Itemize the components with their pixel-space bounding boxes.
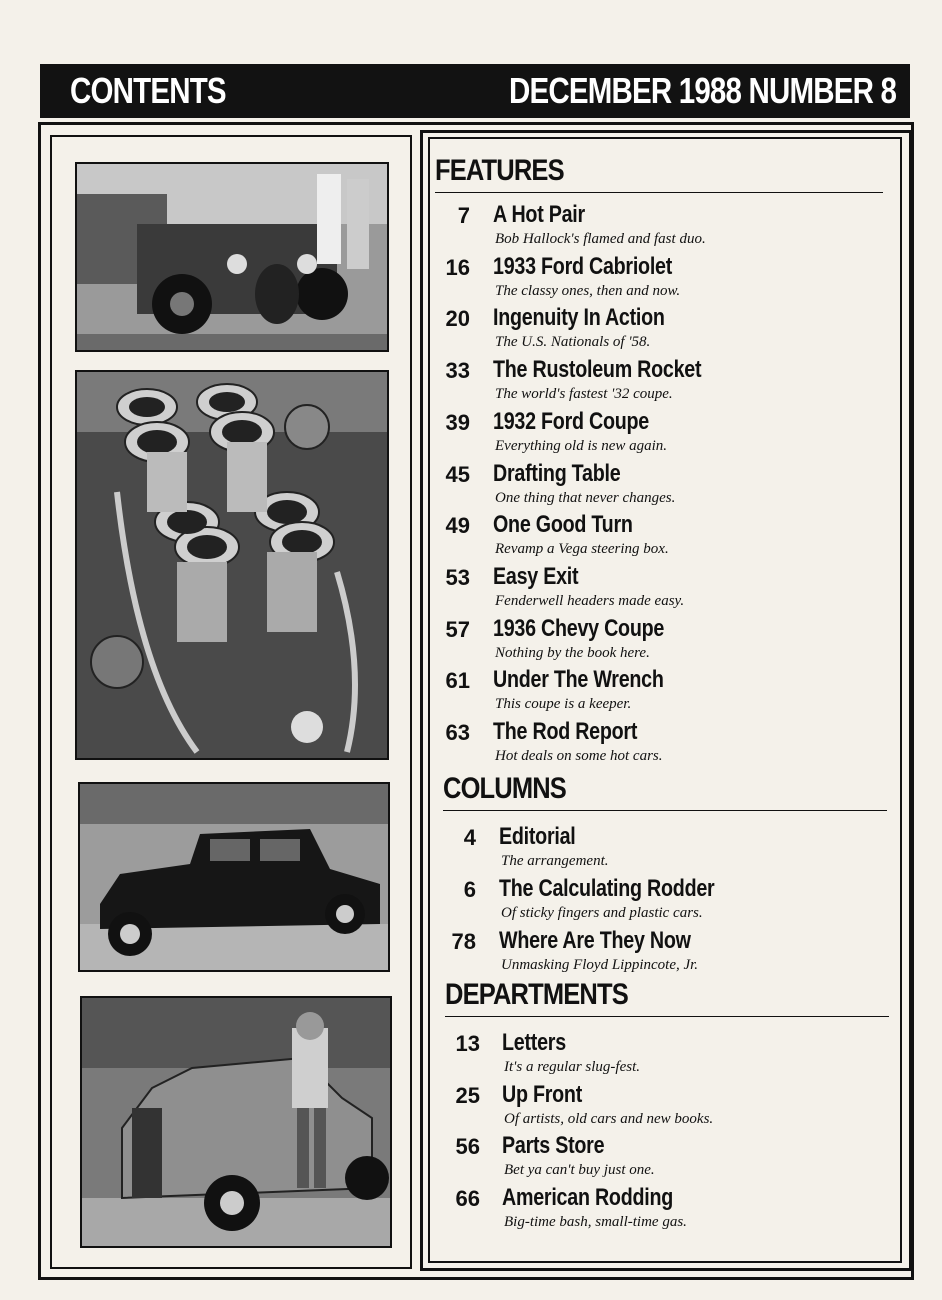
page-number: 66 — [455, 1185, 480, 1211]
entry-title: The Rustoleum Rocket — [493, 356, 702, 384]
page-number: 6 — [463, 877, 476, 902]
page-number: 49 — [445, 513, 470, 539]
page-number: 56 — [455, 1134, 480, 1159]
entry-title: Editorial — [499, 823, 576, 850]
entry-description: This coupe is a keeper. — [495, 696, 632, 713]
entry-title: Where Are They Now — [499, 927, 691, 954]
entry-title: Ingenuity In Action — [493, 304, 665, 332]
entry-description: The U.S. Nationals of '58. — [495, 334, 651, 351]
entry-description: Bet ya can't buy just one. — [504, 1162, 655, 1178]
entry-description: Unmasking Floyd Lippincote, Jr. — [501, 957, 699, 973]
entry-description: Hot deals on some hot cars. — [495, 748, 663, 764]
page-number: 78 — [451, 929, 476, 954]
entry-title: Parts Store — [502, 1132, 605, 1159]
entry-description: Nothing by the book here. — [495, 644, 650, 661]
entry-description: The classy ones, then and now. — [495, 282, 681, 299]
entry-description: Big-time bash, small-time gas. — [504, 1213, 687, 1230]
black-coupe-car-show-photo — [78, 782, 390, 972]
coupe-in-garage-photo — [80, 996, 392, 1248]
page-number: 33 — [445, 358, 470, 384]
page-number: 39 — [445, 409, 470, 435]
entry-title: The Calculating Rodder — [499, 875, 715, 902]
entry-title: Easy Exit — [493, 562, 579, 590]
page-number: 7 — [457, 203, 470, 228]
entry-title: Up Front — [502, 1080, 583, 1108]
entry-title: Under The Wrench — [493, 666, 664, 694]
entry-title: 1932 Ford Coupe — [493, 407, 649, 435]
page-number: 16 — [445, 254, 470, 280]
header-bar — [40, 64, 910, 118]
issue-date-number: DECEMBER 1988 NUMBER 8 — [508, 70, 896, 111]
page-number: 63 — [445, 720, 470, 745]
entry-description: Everything old is new again. — [495, 437, 668, 454]
entry-title: A Hot Pair — [493, 201, 585, 228]
entry-description: The arrangement. — [501, 853, 609, 869]
features-heading: FEATURES — [435, 154, 564, 187]
entry-title: 1933 Ford Cabriolet — [493, 252, 673, 280]
page-number: 25 — [455, 1082, 480, 1108]
entry-title: Drafting Table — [493, 459, 621, 487]
page-number: 45 — [445, 461, 470, 487]
columns-heading: COLUMNS — [443, 772, 566, 805]
engine-carburetor-stacks-photo — [75, 370, 389, 760]
entry-title: American Rodding — [502, 1183, 674, 1211]
entry-title: 1936 Chevy Coupe — [493, 614, 665, 642]
departments-heading: DEPARTMENTS — [445, 978, 628, 1011]
features-rule — [435, 192, 883, 193]
page-number: 20 — [445, 306, 470, 332]
page-number: 53 — [445, 564, 470, 590]
page-number: 61 — [445, 668, 470, 694]
entry-description: The world's fastest '32 coupe. — [495, 386, 673, 403]
entry-description: Of artists, old cars and new books. — [504, 1110, 714, 1127]
columns-rule — [443, 810, 887, 811]
entry-description: Of sticky fingers and plastic cars. — [501, 905, 703, 921]
entry-description: Bob Hallock's flamed and fast duo. — [495, 231, 706, 247]
entry-title: One Good Turn — [493, 511, 633, 539]
entry-description: It's a regular slug-fest. — [504, 1059, 640, 1075]
page-number: 4 — [463, 825, 476, 850]
page-number: 13 — [455, 1031, 480, 1056]
page-number: 57 — [445, 616, 470, 642]
entry-description: Revamp a Vega steering box. — [495, 541, 669, 558]
hot-rod-roadster-photo — [75, 162, 389, 352]
entry-title: The Rod Report — [493, 718, 638, 745]
departments-rule — [445, 1016, 889, 1017]
entry-description: One thing that never changes. — [495, 489, 676, 506]
entry-title: Letters — [502, 1029, 566, 1056]
contents-title: CONTENTS — [70, 70, 226, 111]
entry-description: Fenderwell headers made easy. — [495, 592, 685, 609]
